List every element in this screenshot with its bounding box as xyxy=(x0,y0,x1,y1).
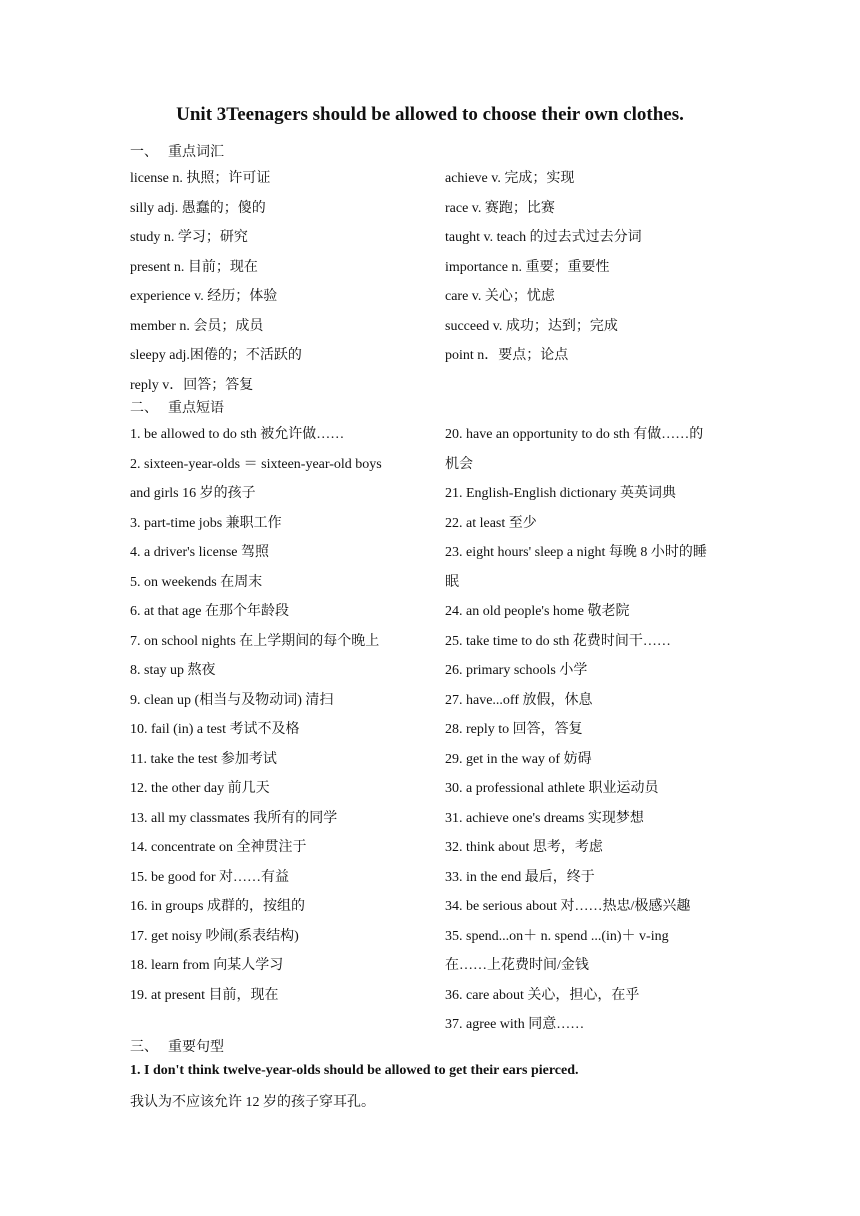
vocab-item: license n. 执照；许可证 xyxy=(130,171,271,186)
section-heading-phrases xyxy=(130,397,224,417)
vocab-item: present n. 目前；现在 xyxy=(130,259,258,275)
phrase-item: 34. be serious about 对……热忠/极感兴趣 xyxy=(445,899,691,914)
phrase-item: 14. concentrate on 全神贯注于 xyxy=(130,840,307,855)
phrase-item: 3. part-time jobs 兼职工作 xyxy=(130,515,282,531)
phrase-item: 5. on weekends 在周末 xyxy=(130,574,263,590)
vocab-item: race v. 赛跑；比赛 xyxy=(445,200,555,216)
vocab-item: study n. 学习；研究 xyxy=(130,230,248,245)
phrase-item: 19. at present 目前，现在 xyxy=(130,987,279,1003)
phrase-item: 6. at that age 在那个年龄段 xyxy=(130,604,290,619)
phrase-item: 17. get noisy 吵闹(系表结构) xyxy=(130,928,299,944)
phrase-item: 在……上花费时间/金钱 xyxy=(445,958,589,973)
vocab-item: care v. 关心；忧虑 xyxy=(445,289,555,304)
phrase-item: 28. reply to 回答，答复 xyxy=(445,722,583,737)
section-label: 重要句型 xyxy=(168,1040,224,1055)
phrase-item: 1. be allowed to do sth 被允许做…… xyxy=(130,427,345,442)
vocab-item: member n. 会员；成员 xyxy=(130,318,264,334)
phrase-item: and girls 16 岁的孩子 xyxy=(130,486,256,501)
phrase-item: 27. have...off 放假，休息 xyxy=(445,692,593,708)
sentence-chinese: 我认为不应该允许 12 岁的孩子穿耳孔。 xyxy=(130,1095,375,1110)
phrase-list-left xyxy=(130,420,430,1010)
phrase-item: 8. stay up 熬夜 xyxy=(130,663,216,678)
phrase-item: 4. a driver's license 驾照 xyxy=(130,545,269,560)
phrase-item: 33. in the end 最后，终于 xyxy=(445,869,595,885)
phrase-item: 7. on school nights 在上学期间的每个晚上 xyxy=(130,633,380,649)
phrase-item: 10. fail (in) a test 考试不及格 xyxy=(130,722,300,737)
section-heading-vocabulary xyxy=(130,141,224,161)
section-number: 一、 xyxy=(130,145,158,160)
phrase-item: 20. have an opportunity to do sth 有做……的 xyxy=(445,427,704,442)
phrase-item: 15. be good for 对……有益 xyxy=(130,869,290,885)
section-label: 重点短语 xyxy=(168,401,224,416)
vocab-item: achieve v. 完成；实现 xyxy=(445,171,575,186)
section-number: 三、 xyxy=(130,1040,158,1055)
vocabulary-list-right xyxy=(445,164,745,371)
phrase-item: 22. at least 至少 xyxy=(445,515,537,531)
phrase-item: 11. take the test 参加考试 xyxy=(130,751,277,767)
phrase-item: 12. the other day 前几天 xyxy=(130,781,270,796)
phrase-item: 16. in groups 成群的，按组的 xyxy=(130,899,305,914)
vocab-item: taught v. teach 的过去式过去分词 xyxy=(445,230,642,245)
phrase-item: 31. achieve one's dreams 实现梦想 xyxy=(445,810,644,826)
vocab-item: importance n. 重要；重要性 xyxy=(445,259,610,275)
sentence-english: 1. I don't think twelve-year-olds should be allowed to get their ears pierced. xyxy=(130,1063,579,1078)
phrase-item: 21. English-English dictionary 英英词典 xyxy=(445,486,676,501)
vocab-item: experience v. 经历；体验 xyxy=(130,289,278,304)
phrase-item: 9. clean up (相当与及物动词) 清扫 xyxy=(130,692,334,708)
vocab-item: succeed v. 成功；达到；完成 xyxy=(445,318,618,334)
section-number: 二、 xyxy=(130,401,158,416)
phrase-item: 23. eight hours' sleep a night 每晚 8 小时的睡 xyxy=(445,545,707,560)
document-title: Unit 3Teenagers should be allowed to choose their own clothes. xyxy=(176,104,684,125)
section-heading-sentences xyxy=(130,1036,224,1056)
phrase-item: 2. sixteen-year-olds ＝ sixteen-year-old boys xyxy=(130,456,382,472)
phrase-list-right xyxy=(445,420,745,1040)
section-label: 重点词汇 xyxy=(168,145,224,160)
vocab-item: point n．要点；论点 xyxy=(445,348,569,363)
phrase-item: 26. primary schools 小学 xyxy=(445,663,588,678)
vocab-item: silly adj. 愚蠢的；傻的 xyxy=(130,200,266,216)
phrase-item: 30. a professional athlete 职业运动员 xyxy=(445,781,659,796)
phrase-item: 机会 xyxy=(445,456,473,472)
vocabulary-list-left xyxy=(130,164,430,400)
phrase-item: 25. take time to do sth 花费时间干…… xyxy=(445,633,671,649)
phrase-item: 13. all my classmates 我所有的同学 xyxy=(130,810,338,826)
phrase-item: 眠 xyxy=(445,574,459,590)
phrase-item: 24. an old people's home 敬老院 xyxy=(445,604,630,619)
phrase-item: 32. think about 思考，考虑 xyxy=(445,840,603,855)
phrase-item: 29. get in the way of 妨碍 xyxy=(445,751,592,767)
vocab-item: sleepy adj.困倦的；不活跃的 xyxy=(130,348,302,363)
phrase-item: 36. care about 关心，担心，在乎 xyxy=(445,987,640,1003)
vocab-item: reply v．回答；答复 xyxy=(130,377,254,393)
phrase-item: 37. agree with 同意…… xyxy=(445,1017,585,1032)
phrase-item: 18. learn from 向某人学习 xyxy=(130,958,284,973)
phrase-item: 35. spend...on＋ n. spend ...(in)＋ v-ing xyxy=(445,928,669,944)
